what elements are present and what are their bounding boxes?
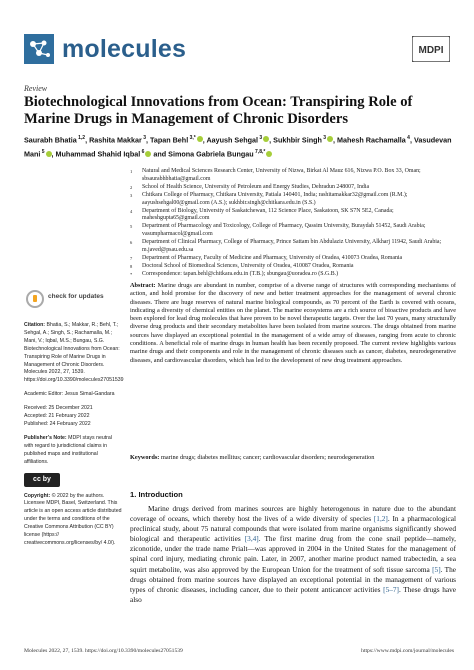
intro-text: . These drugs have also [130, 584, 456, 604]
footer-journal-url[interactable]: https://www.mdpi.com/journal/molecules [361, 648, 454, 654]
author-name[interactable]: Tapan Behl [149, 135, 189, 145]
author-name[interactable]: Aayush Sehgal [206, 135, 258, 145]
orcid-icon[interactable] [145, 151, 151, 157]
orcid-icon[interactable] [266, 151, 272, 157]
orcid-icon[interactable] [46, 151, 52, 157]
affiliation-item [130, 255, 456, 263]
orcid-icon[interactable] [327, 136, 333, 142]
affiliation-item [130, 208, 456, 224]
academic-editor: Academic Editor: Jesus Simal-Gandara [24, 391, 115, 398]
published-date: Published: 24 February 2022 [24, 420, 91, 427]
author-name[interactable]: Rashita Makkar [89, 135, 142, 145]
check-for-updates-icon [26, 290, 44, 308]
author-affiliation-marker: 1,2 [76, 135, 86, 141]
author-affiliation-marker: 7,8,* [253, 149, 266, 156]
keywords-label: Keywords: [130, 454, 160, 461]
keywords-text: marine drugs; diabetes mellitus; cancer; cardiovascular disorders; neurodegeneration [160, 454, 375, 461]
journal-logo-icon [24, 34, 54, 64]
check-for-updates-button[interactable] [24, 288, 122, 316]
author-affiliation-marker: 6 [140, 149, 145, 156]
affiliation-text: Department of Clinical Pharmacy, College of Pharmacy, Prince Sattam bin Abdulaziz University, Alkharj 11942, Saudi Arabia; m.javed@psau.edu.sa [142, 239, 442, 254]
publishers-note [24, 435, 122, 467]
citation-reference-link[interactable]: [5–7] [383, 584, 399, 594]
intro-text: . The drugs obtained from marine sources have displayed an exceptional potential in the management of various types of chronic diseases, including cancer, due to their potent anticancer activities [130, 564, 456, 594]
affiliation-number: 3 [130, 192, 133, 198]
author-affiliation-marker: 3 [321, 135, 327, 141]
affiliation-item [130, 192, 456, 208]
author-affiliation-marker: 3,* [188, 135, 196, 141]
affiliation-number: 8 [130, 263, 133, 269]
affiliation-item [130, 271, 456, 279]
citation-text: Bhatia, S.; Makkar, R.; Behl, T.; Sehgal, A.; Singh, S.; Rachamalla, M.; Mani, V.; Iqbal, M.S.; Bungau, S.G. Biotechnological Innovations from Ocean: Transpiring Role of Marine Drugs in Management of Chronic Disorders. Molecules 2022, 27, 1539. https://doi.org/10.3390/molecules27051539 [24, 322, 124, 384]
cc-by-license-icon[interactable]: cc by [24, 473, 60, 487]
citation-reference-link[interactable]: [1,2] [373, 514, 388, 524]
affiliation-number: 2 [130, 184, 133, 190]
citation-label: Citation: [24, 322, 46, 328]
intro-text: . In a pharmacological preclinical study, about 75 natural compounds that were isolated from marine organisms significantly showed biological and therapeutic activities [130, 514, 456, 544]
introduction-paragraph [130, 504, 456, 605]
abstract [130, 282, 456, 365]
citation-reference-link[interactable]: [5] [432, 564, 441, 574]
author-affiliation-marker: 3 [257, 135, 263, 141]
affiliation-item [130, 223, 456, 239]
affiliation-item [130, 184, 456, 192]
affiliation-number: 4 [130, 208, 133, 214]
page-footer [24, 648, 454, 654]
section-heading-introduction: 1. Introduction [130, 490, 183, 499]
mdpi-logo-icon [412, 36, 450, 62]
affiliation-item [130, 239, 456, 255]
affiliation-number: 1 [130, 169, 133, 174]
affiliation-text: Doctoral School of Biomedical Sciences, University of Oradea, 410087 Oradea, Romania [142, 262, 354, 269]
author-name[interactable]: Saurabh Bhatia [24, 135, 77, 145]
affiliation-item [130, 168, 456, 184]
affiliations [130, 168, 456, 279]
author-name[interactable]: Muhammad Shahid Iqbal [55, 149, 141, 159]
affiliation-number: 6 [130, 240, 133, 246]
footer-citation: Molecules 2022, 27, 1539. https://doi.org/10.3390/molecules27051539 [24, 648, 183, 654]
affiliation-text: Department of Pharmacology and Toxicology, College of Pharmacy, Qassim University, Buraydah 51452, Saudi Arabia; vasumpharmacol@gmail.com [142, 223, 426, 238]
copyright-label: Copyright: [24, 492, 51, 499]
accepted-date: Accepted: 21 February 2022 [24, 413, 90, 420]
affiliation-text: School of Health Science, University of Petroleum and Energy Studies, Dehradun 248007, India [142, 183, 370, 190]
affiliation-number: 7 [130, 255, 133, 261]
check-for-updates-label: check for updates [48, 293, 104, 300]
received-date: Received: 25 December 2021 [24, 405, 93, 412]
publishers-note-label: Publisher’s Note: [24, 434, 67, 441]
abstract-text: Marine drugs are abundant in number, comprise of a diverse range of structures with corresponding mechanisms of action, and hold promise for the discovery of new and better treatment approaches for the management of several chronic diseases. There are huge reserves of natural marine biological compounds, as 70 percent of the Earth is covered with oceans, indicating a diversity of chemical entities on the planet. The marine ecosystems are a rich source of bioactive products and have been explored for lead drug molecules that have proven to be novel therapeutic targets. Over the last 70 years, many structurally diverse drug products and their secondary metabolites have been isolated from marine sources. The drugs obtained from marine sources have displayed an exceptional potential in the management of a wide array of diseases, ranging from acute to chronic conditions. A beneficial role of marine drugs in human health has been recently proposed. The current review highlights various marine drugs and their components and role in the management of chronic diseases such as cancer, diabetes, neurodegenerative diseases, and cardiovascular disorders, which has led to the development of new drug treatment approaches. [130, 282, 456, 364]
affiliation-item [130, 263, 456, 271]
copyright-text: © 2022 by the authors. Licensee MDPI, Basel, Switzerland. This article is an open access article distributed under the terms and conditions of the Creative Commons Attribution (CC BY) license (https:// creativecommons.org/licenses/by/ 4.0/). [24, 492, 122, 546]
affiliation-text: Department of Pharmacy, Faculty of Medicine and Pharmacy, University of Oradea, 410073 Oradea, Romania [142, 254, 403, 261]
author-affiliation-marker: 5 [40, 149, 45, 156]
intro-text: Marine drugs derived from marines sources are highly heterogenous in nature due to the abundant coverage of oceans, which thereby host the lives of a wide diversity of species [130, 504, 456, 524]
abstract-label: Abstract: [130, 282, 156, 289]
orcid-icon[interactable] [263, 136, 269, 142]
keywords [130, 454, 456, 462]
citation-reference-link[interactable]: [3,4] [244, 534, 259, 544]
author-name[interactable]: Mahesh Rachamalla [337, 135, 406, 145]
journal-header [24, 34, 450, 74]
author-name[interactable]: Sukhbir Singh [273, 135, 322, 145]
author-name[interactable]: Simona Gabriela Bungau [168, 149, 254, 159]
affiliation-text: Department of Biology, University of Saskatchewan, 112 Science Place, Saskatoon, SK S7N 5E2, Canada; maheshgupta65@gmail.com [142, 207, 394, 222]
affiliation-number: 5 [130, 224, 133, 230]
author-name[interactable]: Vasudevan Mani [24, 135, 452, 159]
intro-text: . The first marine drug from the cone snail peptide—namely, ziconotide, under the trade name Prialt—was approved in 2004 in the United States for the management of spinal cord injury, mediating chronic pain. Later, in 2007, another marine product named trabectedin, a sea squirt metabolite, was also approved by the European Union for the treatment of soft tissue sarcoma [130, 534, 456, 574]
author-affiliation-marker: 4 [405, 135, 410, 141]
journal-name: molecules [62, 35, 187, 63]
affiliation-text: Natural and Medical Sciences Research Center, University of Nizwa, Birkat Al Mauz 616, Nizwa P.O. Box 33, Oman; sbsaurabhbhatia@gmail.com [142, 168, 421, 182]
copyright-block [24, 493, 122, 548]
citation-block [24, 322, 122, 385]
orcid-icon[interactable] [197, 136, 203, 142]
mdpi-logo-text: MDPI [418, 45, 444, 56]
affiliation-number: * [130, 271, 133, 277]
author-list: Saurabh Bhatia $^{1,2}$, Rashita Makkar $^3$, Tapan Behl $^{3,*}$ , Aayush Sehgal $^3$ , Sukhbir Singh $^3$ , Mahesh Rachamalla $^4$, Vasudevan Mani $^5$ , Muhammad Shahid Iqbal $^6$ and Simona Gabriela Bungau $^{7,8,*}$ [24, 135, 452, 159]
publishers-note-text: MDPI stays neutral with regard to jurisdictional claims in published maps and institutional affiliations. [24, 434, 112, 465]
article-title: Biotechnological Innovations from Ocean: Transpiring Role of Marine Drugs in Management of Chronic Disorders [24, 94, 413, 127]
sidebar [24, 288, 122, 548]
affiliation-text: Chitkara College of Pharmacy, Chitkara University, Patiala 140401, India; rashitamakkar32@gmail.com (R.M.); aayushsehgal00@gmail.com (A.S.); sukhbir.singh@chitkara.edu.in (S.S.) [142, 191, 408, 206]
affiliation-text: Correspondence: tapan.behl@chitkara.edu.in (T.B.); sbungau@uoradea.ro (S.G.B.) [142, 270, 339, 277]
article-type: Review [24, 84, 48, 93]
author-affiliation-marker: 3 [141, 135, 146, 141]
